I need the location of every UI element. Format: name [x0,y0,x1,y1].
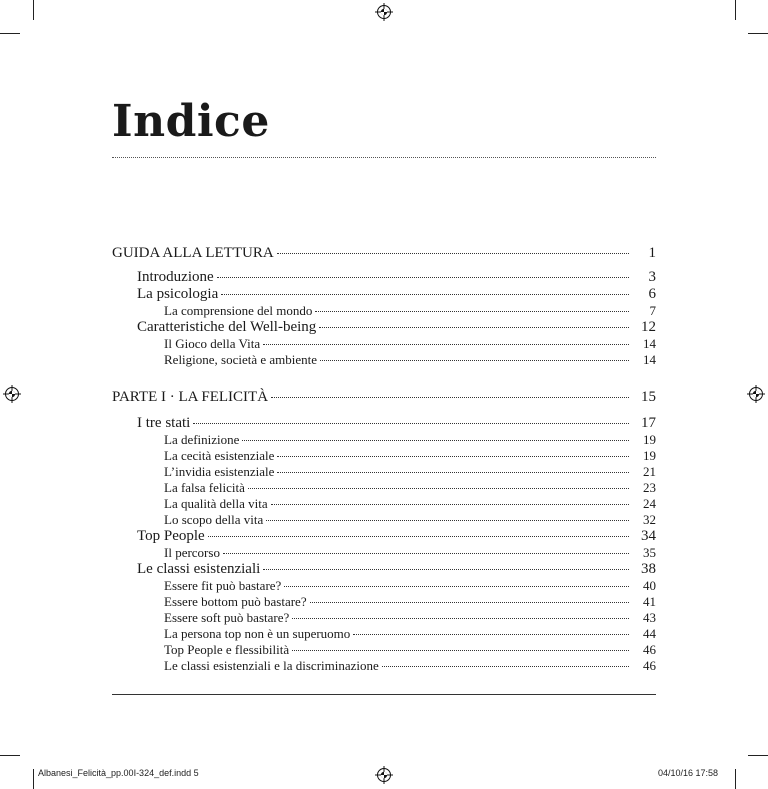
toc-subentry[interactable] [112,432,656,448]
toc-label: La definizione [164,432,240,447]
toc-page-number: 46 [643,642,656,657]
toc-page-number: 44 [643,626,656,641]
registration-mark-icon [747,385,765,403]
registration-mark-icon [375,3,393,21]
dot-leader [310,602,629,603]
toc-entry[interactable] [112,286,656,303]
toc-label: Essere fit può bastare? [164,578,282,593]
toc-label: Le classi esistenziali [137,561,261,577]
dot-leader [277,253,629,254]
dot-leader [277,456,629,457]
dot-leader [221,294,629,295]
toc-section-guida [112,245,656,368]
toc-page-number: 32 [643,512,656,527]
toc-label: Essere bottom può bastare? [164,594,307,609]
crop-mark-bottom-right-v [735,769,736,789]
toc-label: Il Gioco della Vita [164,336,261,351]
toc-subentry[interactable] [112,658,656,674]
dot-leader [292,650,629,651]
toc-label: La cecità esistenziale [164,448,275,463]
bottom-divider [112,694,656,695]
toc-label: L’invidia esistenziale [164,464,275,479]
toc-page-number: 21 [643,464,656,479]
dot-leader [193,423,629,424]
page-title: Indice [112,96,270,147]
dot-leader [292,618,629,619]
toc-subentry[interactable] [112,336,656,352]
dot-leader [242,440,629,441]
toc-label: La psicologia [137,286,219,302]
toc-subentry[interactable] [112,464,656,480]
toc-subentry[interactable] [112,512,656,528]
toc-page-number: 35 [643,545,656,560]
dot-leader [271,397,629,398]
dot-leader [266,520,629,521]
toc-heading[interactable] [112,245,656,267]
slug-date-info: 04/10/16 17:58 [658,768,719,778]
toc-label: La persona top non è un superuomo [164,626,351,641]
toc-page-number: 38 [641,561,656,577]
crop-mark-bottom-left-v [33,769,34,789]
toc-entry[interactable] [112,528,656,545]
toc-page-number: 14 [643,336,656,351]
crop-mark-bottom-left-h [0,755,20,756]
toc-subentry[interactable] [112,352,656,368]
toc-page-number: 24 [643,496,656,511]
dot-leader [271,504,629,505]
crop-mark-top-left-h [0,33,20,34]
toc-subentry[interactable] [112,626,656,642]
toc-page-number: 19 [643,448,656,463]
toc-subentry[interactable] [112,545,656,561]
toc-page-number: 19 [643,432,656,447]
dot-leader [382,666,629,667]
toc-page-number: 15 [641,389,656,405]
toc-entry[interactable] [112,415,656,432]
toc-page-number: 41 [643,594,656,609]
dot-leader [263,344,629,345]
toc-label: Le classi esistenziali e la discriminazione [164,658,379,673]
toc-page-number: 23 [643,480,656,495]
toc-label: Essere soft può bastare? [164,610,290,625]
dot-leader [208,536,629,537]
dot-leader [320,360,629,361]
toc-page-number: 14 [643,352,656,367]
toc-entry[interactable] [112,319,656,336]
toc-label: Religione, società e ambiente [164,352,318,367]
toc-page-number: 43 [643,610,656,625]
toc-page-number: 7 [649,303,656,318]
dot-leader [315,311,629,312]
toc-label: La falsa felicità [164,480,245,495]
crop-mark-top-right-h [748,33,768,34]
toc-subentry[interactable] [112,610,656,626]
toc-section-parte-i [112,389,656,674]
title-divider [112,157,656,158]
toc-label: La comprensione del mondo [164,303,313,318]
registration-mark-icon [3,385,21,403]
toc-subentry[interactable] [112,448,656,464]
toc-subentry[interactable] [112,496,656,512]
toc-label: Introduzione [137,269,214,285]
toc-page-number: 17 [641,415,656,431]
toc-page-number: 3 [648,269,656,285]
toc-heading[interactable] [112,389,656,411]
crop-mark-top-right-v [735,0,736,20]
slug-file-info: Albanesi_Felicità_pp.00I-324_def.indd 5 [38,768,199,778]
toc-entry[interactable] [112,269,656,286]
dot-leader [353,634,629,635]
dot-leader [223,553,629,554]
crop-mark-top-left-v [33,0,34,20]
toc-subentry[interactable] [112,578,656,594]
toc-label: PARTE I · LA FELICITÀ [112,389,269,405]
toc-entry[interactable] [112,561,656,578]
toc-label: La qualità della vita [164,496,268,511]
toc-page-number: 1 [648,245,656,261]
dot-leader [319,327,629,328]
toc-subentry[interactable] [112,642,656,658]
toc-label: Il percorso [164,545,220,560]
toc-label: Lo scopo della vita [164,512,264,527]
dot-leader [277,472,629,473]
dot-leader [263,569,629,570]
toc-label: Caratteristiche del Well-being [137,319,317,335]
toc-subentry[interactable] [112,594,656,610]
toc-label: GUIDA ALLA LETTURA [112,245,274,261]
toc-subentry[interactable] [112,480,656,496]
dot-leader [248,488,629,489]
toc-label: Top People e flessibilità [164,642,290,657]
toc-page-number: 6 [648,286,656,302]
toc-page-number: 40 [643,578,656,593]
toc-subentry[interactable] [112,303,656,319]
crop-mark-bottom-right-h [748,755,768,756]
toc-page-number: 34 [641,528,656,544]
toc-label: Top People [137,528,205,544]
dot-leader [284,586,629,587]
dot-leader [217,277,629,278]
registration-mark-icon [375,766,393,784]
toc-page-number: 46 [643,658,656,673]
toc-page-number: 12 [641,319,656,335]
toc-label: I tre stati [137,415,191,431]
